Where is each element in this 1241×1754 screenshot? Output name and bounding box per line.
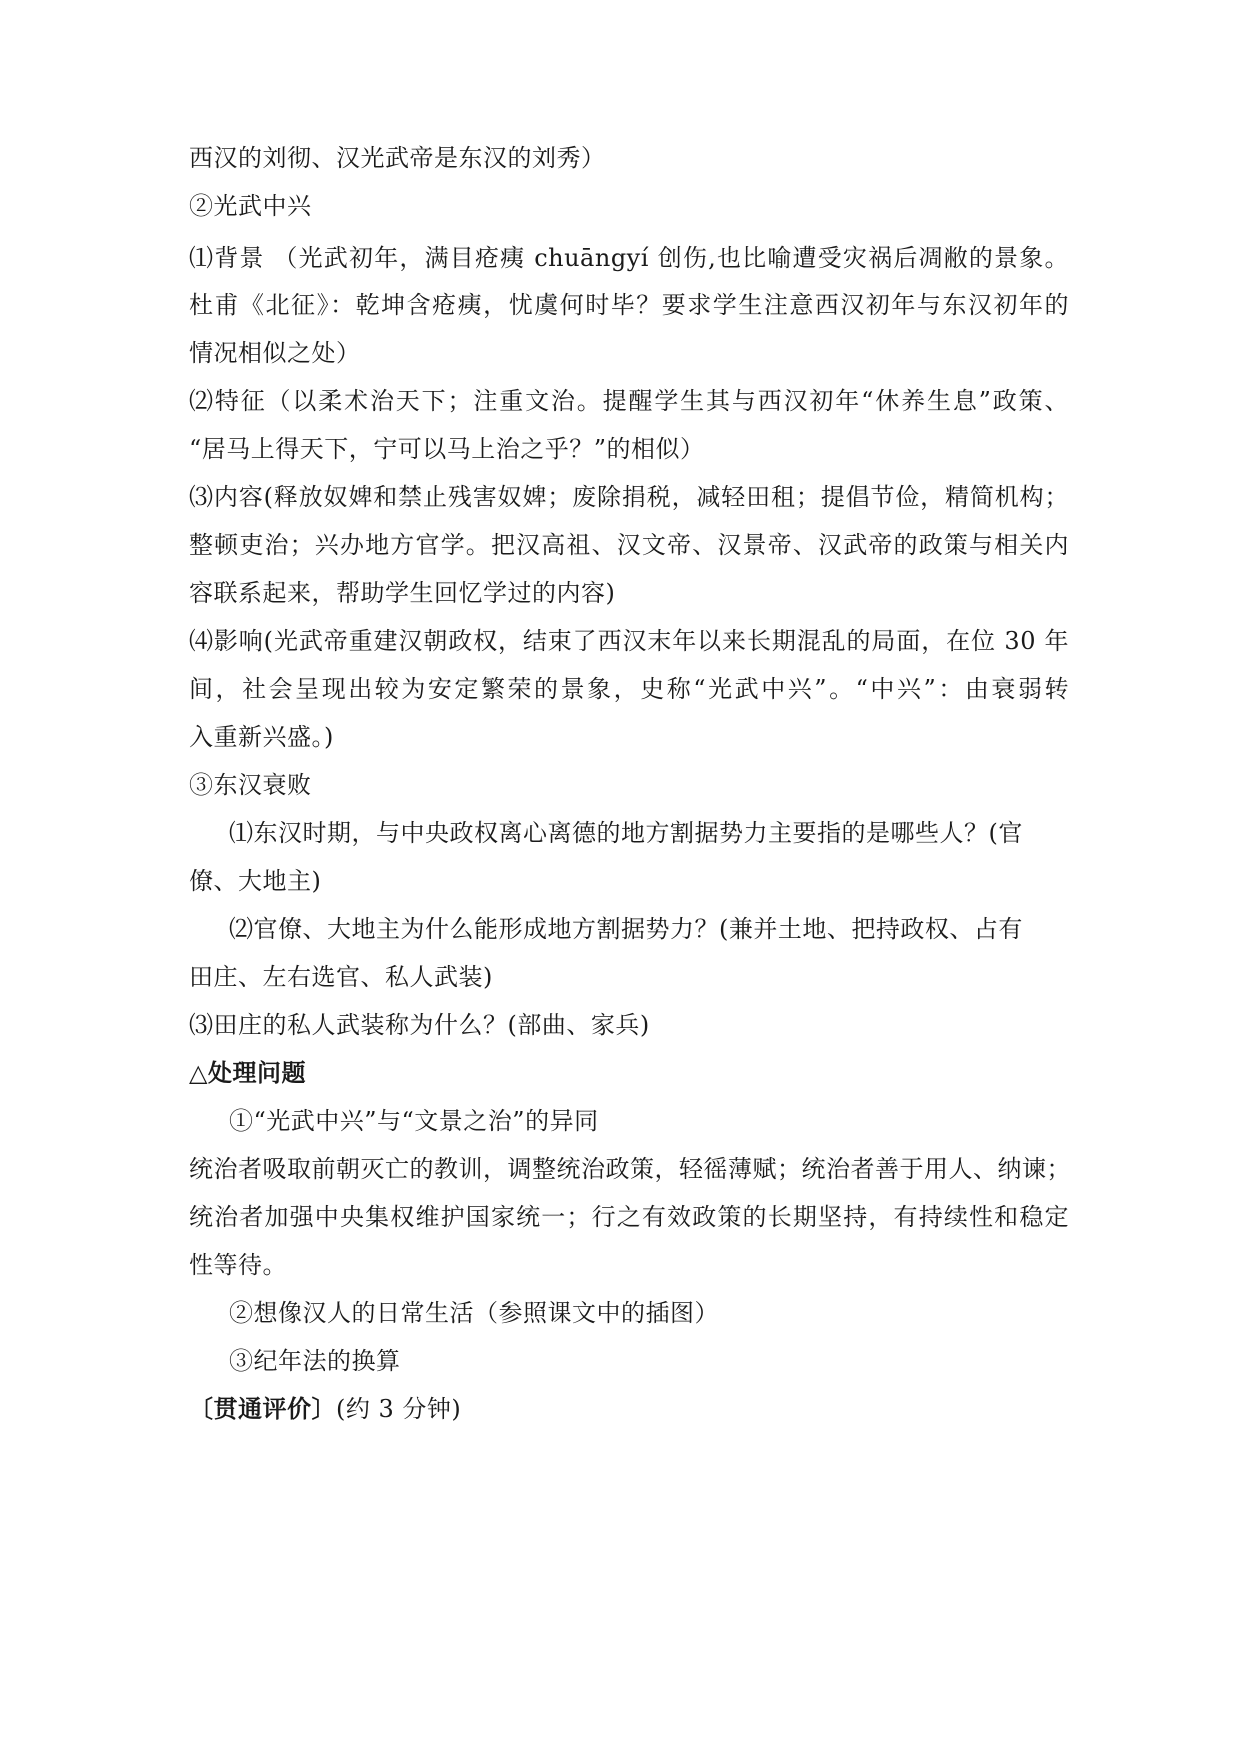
text-line: 情况相似之处） — [189, 339, 361, 367]
section-heading — [189, 1393, 1069, 1425]
text-line: 入重新兴盛。) — [189, 723, 334, 751]
text-line: 杜甫《北征》：乾坤含疮痍，忧虞何时毕？要求学生注意西汉初年与东汉初年的 — [189, 291, 1069, 319]
text-line: 间，社会呈现出较为安定繁荣的景象，史称“光武中兴”。“中兴”：由衰弱转 — [189, 675, 1069, 703]
section-heading: △处理问题 — [189, 1059, 306, 1087]
text-line: ⑶田庄的私人武装称为什么？(部曲、家兵) — [189, 1011, 650, 1039]
evaluation-duration: (约 3 分钟) — [336, 1395, 462, 1423]
text-line: 统治者吸取前朝灭亡的教训，调整统治政策，轻徭薄赋；统治者善于用人、纳谏； — [189, 1155, 1071, 1183]
text-line: ⑵官僚、大地主为什么能形成地方割据势力？(兼并土地、把持政权、占有 — [229, 915, 1023, 943]
text-line: 西汉的刘彻、汉光武帝是东汉的刘秀） — [189, 144, 606, 172]
section-heading: ③东汉衰败 — [189, 771, 312, 799]
text-line: 统治者加强中央集权维护国家统一；行之有效政策的长期坚持，有持续性和稳定 — [189, 1203, 1069, 1231]
text-line: 容联系起来，帮助学生回忆学过的内容) — [189, 579, 616, 607]
text-line: 性等待。 — [189, 1251, 287, 1279]
text-line: ⑴东汉时期，与中央政权离心离德的地方割据势力主要指的是哪些人？(官 — [229, 819, 1023, 847]
text-line: ③纪年法的换算 — [229, 1347, 401, 1375]
text-line: 僚、大地主) — [189, 867, 322, 895]
text-line: ⑴背景 （光武初年，满目疮痍 chuāngyí 创伤,也比喻遭受灾祸后凋敝的景象。 — [189, 244, 1069, 272]
evaluation-heading: 〔贯通评价〕 — [189, 1395, 336, 1423]
section-heading: ②光武中兴 — [189, 192, 312, 220]
text-line: 田庄、左右选官、私人武装) — [189, 963, 493, 991]
text-line: ⑶内容(释放奴婢和禁止残害奴婢；废除捐税，减轻田租；提倡节俭，精简机构； — [189, 483, 1069, 511]
text-line: ①“光武中兴”与“文景之治”的异同 — [229, 1107, 599, 1135]
text-line: “居马上得天下，宁可以马上治之乎？”的相似） — [189, 435, 705, 463]
text-line: ②想像汉人的日常生活（参照课文中的插图） — [229, 1299, 719, 1327]
text-line: 整顿吏治；兴办地方官学。把汉高祖、汉文帝、汉景帝、汉武帝的政策与相关内 — [189, 531, 1069, 559]
text-line: ⑷影响(光武帝重建汉朝政权，结束了西汉末年以来长期混乱的局面，在位 30 年 — [189, 627, 1069, 655]
text-line: ⑵特征（以柔术治天下；注重文治。提醒学生其与西汉初年“休养生息”政策、 — [189, 387, 1069, 415]
